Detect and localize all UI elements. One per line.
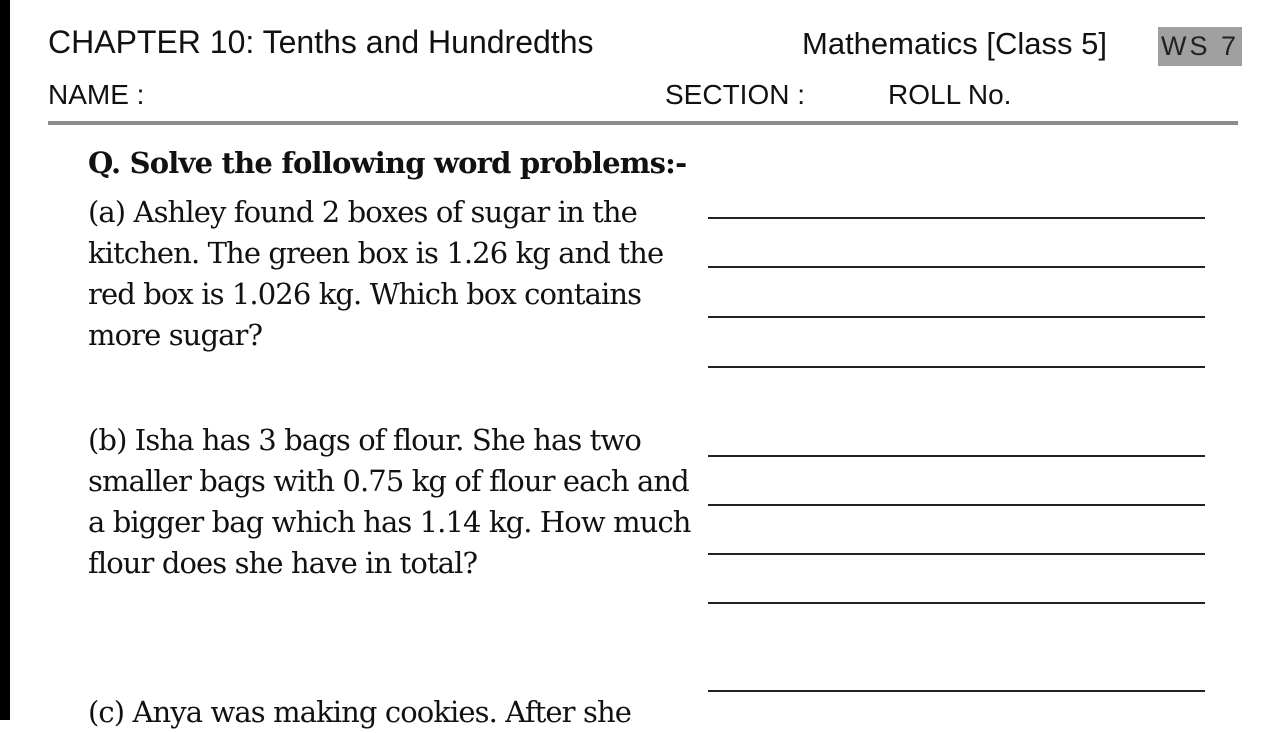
name-label: NAME : [48, 79, 145, 110]
problem-b-line-4: flour does she have in total? [88, 546, 478, 580]
problem-a-line-4: more sugar? [88, 318, 263, 352]
problem-b-line-2: smaller bags with 0.75 kg of flour each and [88, 464, 689, 498]
problem-a [88, 192, 663, 356]
problem-a-line-3: red box is 1.026 kg. Which box contains [88, 277, 642, 311]
answer-line-a-1[interactable] [708, 217, 1205, 219]
chapter-title: CHAPTER 10: Tenths and Hundredths [48, 24, 594, 60]
header-divider [48, 121, 1238, 125]
worksheet-badge: WS 7 [1158, 27, 1242, 66]
roll-number-label: ROLL No. [888, 79, 1012, 110]
problem-a-line-1: (a) Ashley found 2 boxes of sugar in the [88, 195, 637, 229]
question-title: Q. Solve the following word problems:- [88, 146, 687, 180]
problem-b-line-1: (b) Isha has 3 bags of flour. She has two [88, 423, 641, 457]
subject-class-label: Mathematics [Class 5] [802, 26, 1107, 61]
problem-b-line-3: a bigger bag which has 1.14 kg. How much [88, 505, 691, 539]
answer-line-a-3[interactable] [708, 316, 1205, 318]
answer-line-a-4[interactable] [708, 366, 1205, 368]
problem-a-line-2: kitchen. The green box is 1.26 kg and the [88, 236, 664, 270]
answer-line-b-4[interactable] [708, 602, 1205, 604]
problem-b [88, 420, 691, 584]
answer-line-b-3[interactable] [708, 553, 1205, 555]
answer-line-b-1[interactable] [708, 455, 1205, 457]
left-edge-bar [0, 0, 10, 720]
section-label: SECTION : [665, 79, 806, 110]
answer-line-a-2[interactable] [708, 266, 1205, 268]
problem-c-line-1: (c) Anya was making cookies. After she [88, 695, 631, 729]
answer-line-b-2[interactable] [708, 504, 1205, 506]
answer-line-c-1[interactable] [708, 690, 1205, 692]
problem-c [88, 692, 631, 733]
